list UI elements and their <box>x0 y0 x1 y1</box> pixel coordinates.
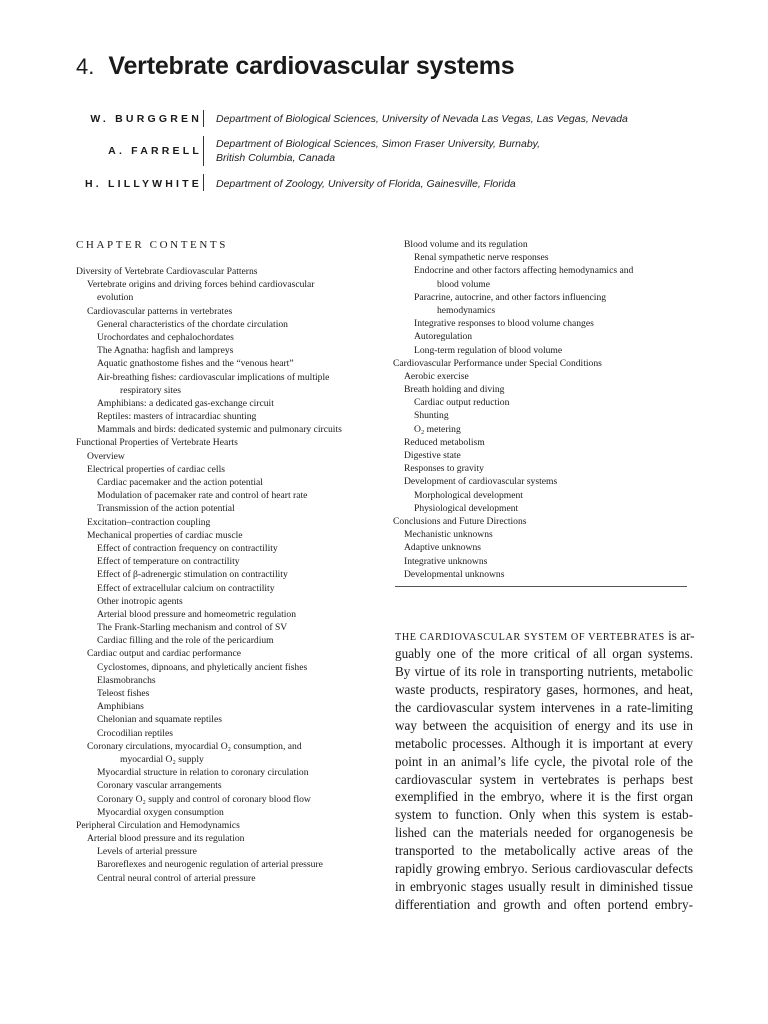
toc-entry: Conclusions and Future Directions <box>393 515 527 527</box>
toc-entry: Central neural control of arterial pressure <box>97 872 256 884</box>
toc-entry: Reptiles: masters of intracardiac shunting <box>97 411 257 423</box>
body-line: cardiovascular system in vertebrates is perhaps best <box>395 771 693 787</box>
toc-entry: Arterial blood pressure and homeometric regulation <box>97 608 297 620</box>
body-line: point in an animal’s life cycle, the pivotal role of the <box>395 753 693 769</box>
toc-entry: Crocodilian reptiles <box>97 727 173 739</box>
toc-entry: Arterial blood pressure and its regulation <box>87 833 245 845</box>
body-line: metabolic processes. Although it is important at every <box>395 735 693 751</box>
author-name: A. FARRELL <box>108 145 202 157</box>
toc-entry: Diversity of Vertebrate Cardiovascular Patterns <box>76 266 258 277</box>
chapter-number: 4. <box>76 54 95 79</box>
toc-entry: Developmental unknowns <box>404 568 505 580</box>
toc-entry: Endocrine and other factors affecting hemodynamics and <box>414 265 634 277</box>
affiliation-line: British Columbia, Canada <box>216 152 336 164</box>
toc-entry: The Agnatha: hagfish and lampreys <box>97 345 234 357</box>
body-line: exemplified in the embryo, where it is the first organ <box>395 789 693 805</box>
toc-entry: Myocardial structure in relation to coronary circulation <box>97 767 309 779</box>
toc-entry: Integrative responses to blood volume changes <box>414 318 594 330</box>
toc-entry: Cardiac output and cardiac performance <box>87 648 241 660</box>
toc-entry: Effect of β-adrenergic stimulation on contractility <box>97 569 288 581</box>
body-line: rapidly growing embryo. Serious cardiovascular defects <box>395 861 693 877</box>
toc-entry: Cardiovascular Performance under Special Conditions <box>393 357 602 369</box>
body-line: lished can the materials needed for organogenesis be <box>395 825 693 841</box>
toc-entry: Vertebrate origins and driving forces behind cardiovascular <box>87 279 315 291</box>
toc-entry: hemodynamics <box>437 304 496 316</box>
toc-entry: Effect of contraction frequency on contractility <box>97 542 278 554</box>
toc-entry: Baroreflexes and neurogenic regulation of arterial pressure <box>97 859 323 871</box>
toc-entry: General characteristics of the chordate circulation <box>97 318 288 330</box>
body-line: differentiation and growth and often portend embry- <box>395 897 693 913</box>
toc-entry: respiratory sites <box>120 384 182 396</box>
body-line: way between the acquisition of energy and its use in <box>395 717 693 733</box>
toc-entry: Amphibians: a dedicated gas-exchange circuit <box>97 397 274 409</box>
toc-entry: Elasmobranchs <box>97 674 156 686</box>
toc-entry: Autoregulation <box>414 331 473 343</box>
toc-entry: Coronary vascular arrangements <box>97 780 222 792</box>
toc-entry: Long-term regulation of blood volume <box>414 344 563 356</box>
toc-entry: Morphological development <box>414 489 523 501</box>
body-line: transported to the metabolically active areas of the <box>395 843 693 859</box>
toc-entry: Excitation–contraction coupling <box>87 516 211 528</box>
toc-entry: Responses to gravity <box>404 463 484 475</box>
toc-entry: Paracrine, autocrine, and other factors influencing <box>414 291 607 303</box>
affiliation-line: Department of Biological Sciences, University of Nevada Las Vegas, Las Vegas, Nevada <box>216 113 628 125</box>
toc-entry: Shunting <box>414 410 449 422</box>
toc-entry: Renal sympathetic nerve responses <box>414 252 549 264</box>
toc-entry: Cardiovascular patterns in vertebrates <box>87 305 233 317</box>
author-divider <box>203 110 204 127</box>
toc-entry: blood volume <box>437 278 491 290</box>
toc-entry: Overview <box>87 450 125 462</box>
toc-entry: Other inotropic agents <box>97 595 183 607</box>
toc-entry: Cardiac pacemaker and the action potential <box>97 477 263 488</box>
toc-entry: Effect of extracellular calcium on contractility <box>97 582 275 594</box>
toc-entry: Adaptive unknowns <box>404 542 482 554</box>
body-line: By virtue of its role in transporting nutrients, metabolic <box>395 663 693 679</box>
affiliation-line: Department of Biological Sciences, Simon Fraser University, Burnaby, <box>216 138 541 150</box>
toc-entry: myocardial O₂ supply <box>120 753 204 765</box>
toc-entry: Aquatic gnathostome fishes and the “venous heart” <box>97 358 294 370</box>
toc-entry: Digestive state <box>404 450 461 461</box>
body-line: in embryonic stages usually result in diminished tissue <box>395 879 693 895</box>
toc-entry: Mechanical properties of cardiac muscle <box>87 529 243 541</box>
toc-entry: Modulation of pacemaker rate and control of heart rate <box>97 490 308 502</box>
toc-entry: Levels of arterial pressure <box>97 846 197 858</box>
toc-entry: Cyclostomes, dipnoans, and phyletically ancient fishes <box>97 661 308 673</box>
toc-entry: Integrative unknowns <box>404 555 488 567</box>
toc-entry: O₂ metering <box>414 423 461 435</box>
author-name: W. BURGGREN <box>90 113 202 125</box>
toc-entry: Teleost fishes <box>97 688 150 699</box>
toc-entry: The Frank-Starling mechanism and control of SV <box>97 622 288 634</box>
toc-entry: Cardiac filling and the role of the pericardium <box>97 635 274 647</box>
body-line <box>395 627 693 645</box>
body-line: waste products, respiratory gases, hormones, and heat, <box>395 681 693 697</box>
toc-entry: Reduced metabolism <box>404 436 485 448</box>
toc-entry: Amphibians <box>97 701 144 713</box>
author-affiliation <box>216 177 686 191</box>
toc-entry: Aerobic exercise <box>404 370 469 382</box>
author-affiliation <box>216 112 686 126</box>
toc-entry: Coronary circulations, myocardial O₂ consumption, and <box>87 740 302 752</box>
small-caps-lead-in: THE CARDIOVASCULAR SYSTEM OF VERTEBRATES <box>395 632 665 643</box>
contents-list-right <box>393 238 633 581</box>
toc-entry: Mammals and birds: dedicated systemic and pulmonary circuits <box>97 424 342 436</box>
contents-divider <box>395 586 687 587</box>
toc-entry: Urochordates and cephalochordates <box>97 331 234 343</box>
body-paragraph <box>395 627 693 914</box>
contents-heading: CHAPTER CONTENTS <box>76 239 228 251</box>
toc-entry: Functional Properties of Vertebrate Hearts <box>76 437 238 449</box>
body-line: system to function. Only when this system is estab- <box>395 807 693 823</box>
toc-entry: Blood volume and its regulation <box>404 239 528 250</box>
contents-list-left <box>76 265 342 885</box>
toc-entry: Transmission of the action potential <box>97 503 235 515</box>
toc-entry: Mechanistic unknowns <box>404 529 493 541</box>
toc-entry: evolution <box>97 292 134 304</box>
body-text-span: is ar- <box>668 628 695 643</box>
author-divider <box>203 136 204 166</box>
toc-entry: Myocardial oxygen consumption <box>97 806 224 818</box>
body-line: guably one of the more critical of all organ systems. <box>395 645 693 661</box>
toc-entry: Electrical properties of cardiac cells <box>87 463 225 475</box>
toc-entry: Effect of temperature on contractility <box>97 556 240 568</box>
toc-entry: Cardiac output reduction <box>414 397 510 409</box>
toc-entry: Coronary O₂ supply and control of coronary blood flow <box>97 793 311 805</box>
toc-entry: Peripheral Circulation and Hemodynamics <box>76 819 240 831</box>
author-name: H. LILLYWHITE <box>84 178 202 190</box>
toc-entry: Chelonian and squamate reptiles <box>97 714 222 726</box>
affiliation-line: Department of Zoology, University of Florida, Gainesville, Florida <box>216 178 516 190</box>
author-divider <box>203 174 204 191</box>
chapter-title-text: Vertebrate cardiovascular systems <box>108 52 515 80</box>
chapter-title <box>76 52 515 81</box>
author-affiliation <box>216 137 686 165</box>
toc-entry: Development of cardiovascular systems <box>404 476 558 488</box>
toc-entry: Air-breathing fishes: cardiovascular implications of multiple <box>97 371 330 383</box>
body-line: the cardiovascular system intervenes in a rate-limiting <box>395 699 693 715</box>
toc-entry: Breath holding and diving <box>404 384 505 396</box>
toc-entry: Physiological development <box>414 502 519 514</box>
